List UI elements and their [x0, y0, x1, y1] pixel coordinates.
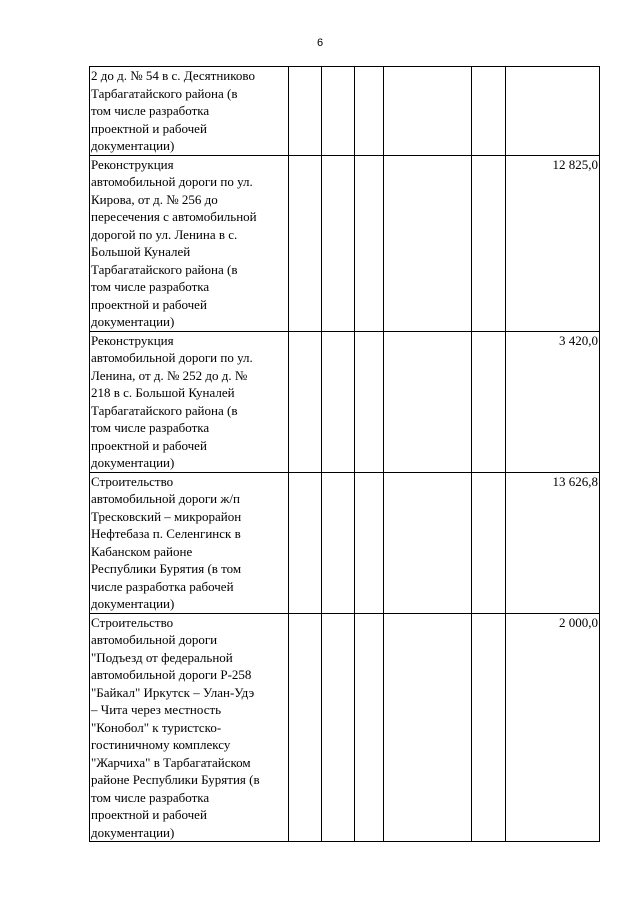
empty-cell	[472, 613, 506, 842]
empty-cell	[322, 67, 355, 156]
empty-cell	[355, 331, 384, 472]
empty-cell	[355, 613, 384, 842]
empty-cell	[472, 67, 506, 156]
amount-cell	[506, 67, 600, 156]
amount-cell: 3 420,0	[506, 331, 600, 472]
empty-cell	[322, 331, 355, 472]
object-description: 2 до д. № 54 в с. Десятниково Тарбагатайского района (в том числе разработка проектной и рабочей документации)	[90, 67, 289, 156]
object-description: Реконструкция автомобильной дороги по ул. Ленина, от д. № 252 до д. № 218 в с. Большой Куналей Тарбагатайского района (в том числе разработка проектной и рабочей документации)	[90, 331, 289, 472]
empty-cell	[472, 331, 506, 472]
page-number: 6	[316, 37, 324, 49]
empty-cell	[322, 472, 355, 613]
object-description: Строительство автомобильной дороги "Подъезд от федеральной автомобильной дороги Р-258 "Байкал" Иркутск – Улан-Удэ – Чита через местность "Конобол" к туристско- гостиничному комплексу "Жарчиха" в Тарбагатайском районе Республики Бурятия (в том числе разработка проектной и рабочей документации)	[90, 613, 289, 842]
empty-cell	[355, 67, 384, 156]
table-row	[90, 613, 600, 842]
empty-cell	[355, 472, 384, 613]
empty-cell	[322, 155, 355, 331]
amount-cell: 2 000,0	[506, 613, 600, 842]
amount-cell: 12 825,0	[506, 155, 600, 331]
empty-cell	[289, 331, 322, 472]
empty-cell	[289, 67, 322, 156]
table-row	[90, 155, 600, 331]
empty-cell	[384, 613, 472, 842]
empty-cell	[289, 613, 322, 842]
empty-cell	[289, 472, 322, 613]
empty-cell	[384, 155, 472, 331]
object-description: Реконструкция автомобильной дороги по ул. Кирова, от д. № 256 до пересечения с автомобильной дорогой по ул. Ленина в с. Большой Куналей Тарбагатайского района (в том числе разработка проектной и рабочей документации)	[90, 155, 289, 331]
table-row	[90, 472, 600, 613]
table-row	[90, 67, 600, 156]
empty-cell	[384, 67, 472, 156]
empty-cell	[472, 472, 506, 613]
amount-cell: 13 626,8	[506, 472, 600, 613]
empty-cell	[355, 155, 384, 331]
empty-cell	[384, 472, 472, 613]
empty-cell	[289, 155, 322, 331]
table-row	[90, 331, 600, 472]
empty-cell	[322, 613, 355, 842]
budget-table	[89, 66, 600, 842]
object-description: Строительство автомобильной дороги ж/п Тресковский – микрорайон Нефтебаза п. Селенгинск в Кабанском районе Республики Бурятия (в том числе разработка рабочей документации)	[90, 472, 289, 613]
empty-cell	[384, 331, 472, 472]
empty-cell	[472, 155, 506, 331]
